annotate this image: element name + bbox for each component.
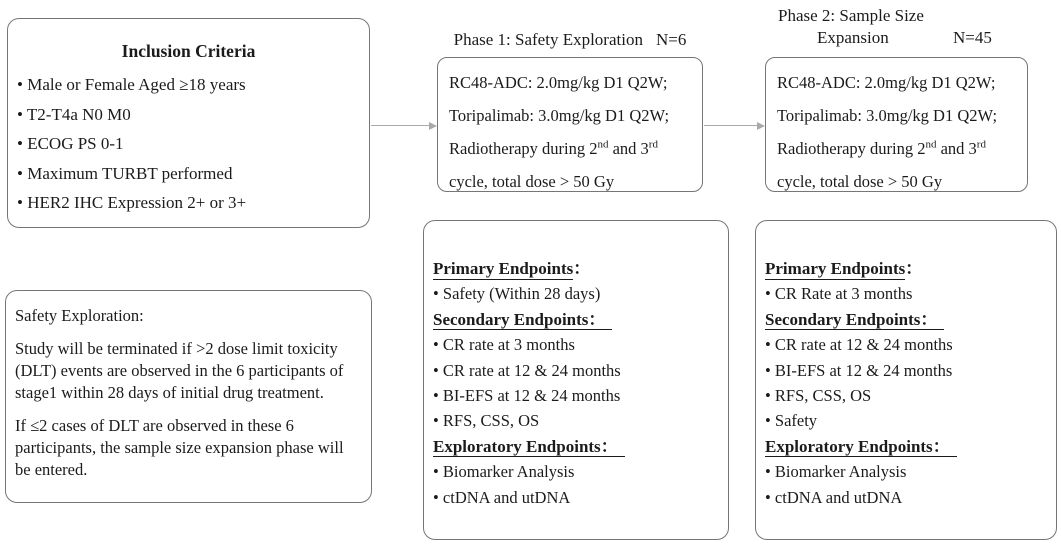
primary-endpoints-heading [433,256,724,281]
safety-exploration-note-box [5,290,372,503]
treatment-line [449,132,702,165]
inclusion-item-text: T2-T4a N0 M0 [26,104,131,124]
treatment-line: Toripalimab: 3.0mg/kg D1 Q2W; [777,106,998,125]
endpoint-item [433,459,724,484]
bullet-icon: • [765,386,771,406]
flow-arrow-line-1 [371,125,431,126]
endpoint-item [765,459,1052,484]
endpoint-item [433,358,724,383]
bullet-icon: • [765,462,771,482]
endpoint-item-text: RFS, CSS, OS [774,386,872,406]
inclusion-item-text: Male or Female Aged ≥18 years [27,75,246,94]
heading-colon: ： [573,259,591,278]
phase2-header-line1: Phase 2: Sample Size [778,6,924,25]
inclusion-item-text: Maximum TURBT performed [27,163,233,183]
endpoint-item-text: BI-EFS at 12 & 24 months [774,360,953,380]
superscript: rd [976,138,986,151]
bullet-icon: • [17,193,23,212]
heading-text: Exploratory Endpoints [433,436,601,456]
inclusion-item-text: ECOG PS 0-1 [27,134,124,153]
endpoint-item [433,485,724,510]
flow-arrow-line-2 [704,125,759,126]
endpoint-item-text: Biomarker Analysis [774,462,907,482]
bullet-icon: • [17,75,23,94]
superscript: rd [648,138,658,151]
heading-underline [765,310,944,331]
superscript: nd [597,138,609,151]
inclusion-criteria-title: Inclusion Criteria [121,41,256,61]
endpoint-item-text: RFS, CSS, OS [442,411,540,431]
bullet-icon: • [433,487,439,507]
bullet-icon: • [17,163,23,183]
primary-endpoints-heading [765,256,1052,281]
phase1-treatment-box [437,57,703,192]
safety-note-paragraph-1: Study will be terminated if >2 dose limit toxicity (DLT) events are observed in the 6 participants of stage1 within 28 days of initial drug treatment. [15,339,344,402]
inclusion-item [17,100,369,130]
endpoint-item [433,408,724,433]
endpoint-item-text: CR rate at 12 & 24 months [442,360,621,380]
inclusion-item [17,159,369,189]
inclusion-criteria-list [8,70,369,218]
endpoint-item-text: CR rate at 3 months [442,335,575,355]
treatment-line [777,132,1027,165]
inclusion-item-text: HER2 IHC Expression 2+ or 3+ [27,193,247,212]
arrow-right-icon [429,122,437,130]
bullet-icon: • [433,411,439,431]
endpoint-item [765,281,1052,306]
treatment-line: RC48-ADC: 2.0mg/kg D1 Q2W; [777,73,996,92]
treatment-line: cycle, total dose > 50 Gy [449,172,615,191]
phase2-n-label: N=45 [953,28,992,47]
bullet-icon: • [765,487,771,507]
endpoint-item [765,358,1052,383]
treatment-line: Toripalimab: 3.0mg/kg D1 Q2W; [449,106,670,125]
treatment-line-text: Radiotherapy during 2 [449,139,598,158]
endpoint-item-text: Safety [774,411,818,431]
secondary-endpoints-heading [765,307,1052,332]
heading-text: Primary Endpoints [433,259,574,278]
bullet-icon: • [765,360,771,380]
heading-colon: ： [905,259,923,278]
bullet-icon: • [17,104,23,124]
heading-text: Exploratory Endpoints [765,436,933,456]
phase1-endpoints-box [423,220,729,540]
inclusion-item [17,129,369,159]
bullet-icon: • [17,134,23,153]
endpoint-item-text: ctDNA and utDNA [442,487,571,507]
bullet-icon: • [765,284,771,304]
heading-text: Secondary Endpoints [765,309,921,329]
safety-note-title: Safety Exploration: [15,306,144,325]
endpoint-item-text: CR Rate at 3 months [774,284,913,304]
phase1-header [437,30,703,50]
endpoint-item-text: CR rate at 12 & 24 months [774,335,953,355]
secondary-endpoints-heading [433,307,724,332]
endpoint-item-text: Safety (Within 28 days) [442,284,601,304]
inclusion-criteria-box [7,18,370,228]
bullet-icon: • [433,386,439,406]
safety-note-paragraph-2: If ≤2 cases of DLT are observed in these 6 participants, the sample size expansion phase will be entered. [15,416,344,479]
bullet-icon: • [433,335,439,355]
phase1-header-label: Phase 1: Safety Exploration [453,30,643,49]
endpoint-item-text: ctDNA and utDNA [774,487,903,507]
endpoint-item [433,281,724,306]
heading-colon: ： [920,309,938,329]
treatment-line-text: Radiotherapy during 2 [777,139,926,158]
bullet-icon: • [433,284,439,304]
bullet-icon: • [433,462,439,482]
treatment-line: cycle, total dose > 50 Gy [777,172,943,191]
superscript: nd [925,138,937,151]
phase2-header [765,6,1028,50]
treatment-line-text: and 3 [608,139,649,158]
phase2-header-line2: Expansion [817,28,889,47]
endpoint-item [433,383,724,408]
heading-text: Secondary Endpoints [433,309,589,329]
heading-colon: ： [600,436,618,456]
endpoint-item [765,485,1052,510]
phase1-n-label: N=6 [655,30,687,49]
endpoint-item [433,332,724,357]
treatment-line: RC48-ADC: 2.0mg/kg D1 Q2W; [449,73,668,92]
heading-underline [433,310,612,331]
exploratory-endpoints-heading [433,434,724,459]
heading-underline [765,437,957,458]
bullet-icon: • [765,335,771,355]
bullet-icon: • [433,360,439,380]
endpoint-item [765,332,1052,357]
bullet-icon: • [765,411,771,431]
endpoint-item-text: BI-EFS at 12 & 24 months [442,386,621,406]
endpoint-item [765,408,1052,433]
endpoint-item-text: Biomarker Analysis [442,462,575,482]
heading-colon: ： [588,309,606,329]
inclusion-item [17,188,369,218]
inclusion-item [17,70,369,100]
treatment-line-text: and 3 [936,139,977,158]
arrow-right-icon [757,122,765,130]
phase2-treatment-box [765,57,1028,192]
phase2-endpoints-box [755,220,1057,540]
endpoint-item [765,383,1052,408]
exploratory-endpoints-heading [765,434,1052,459]
heading-colon: ： [932,436,950,456]
heading-underline [433,437,625,458]
heading-text: Primary Endpoints [765,259,906,278]
